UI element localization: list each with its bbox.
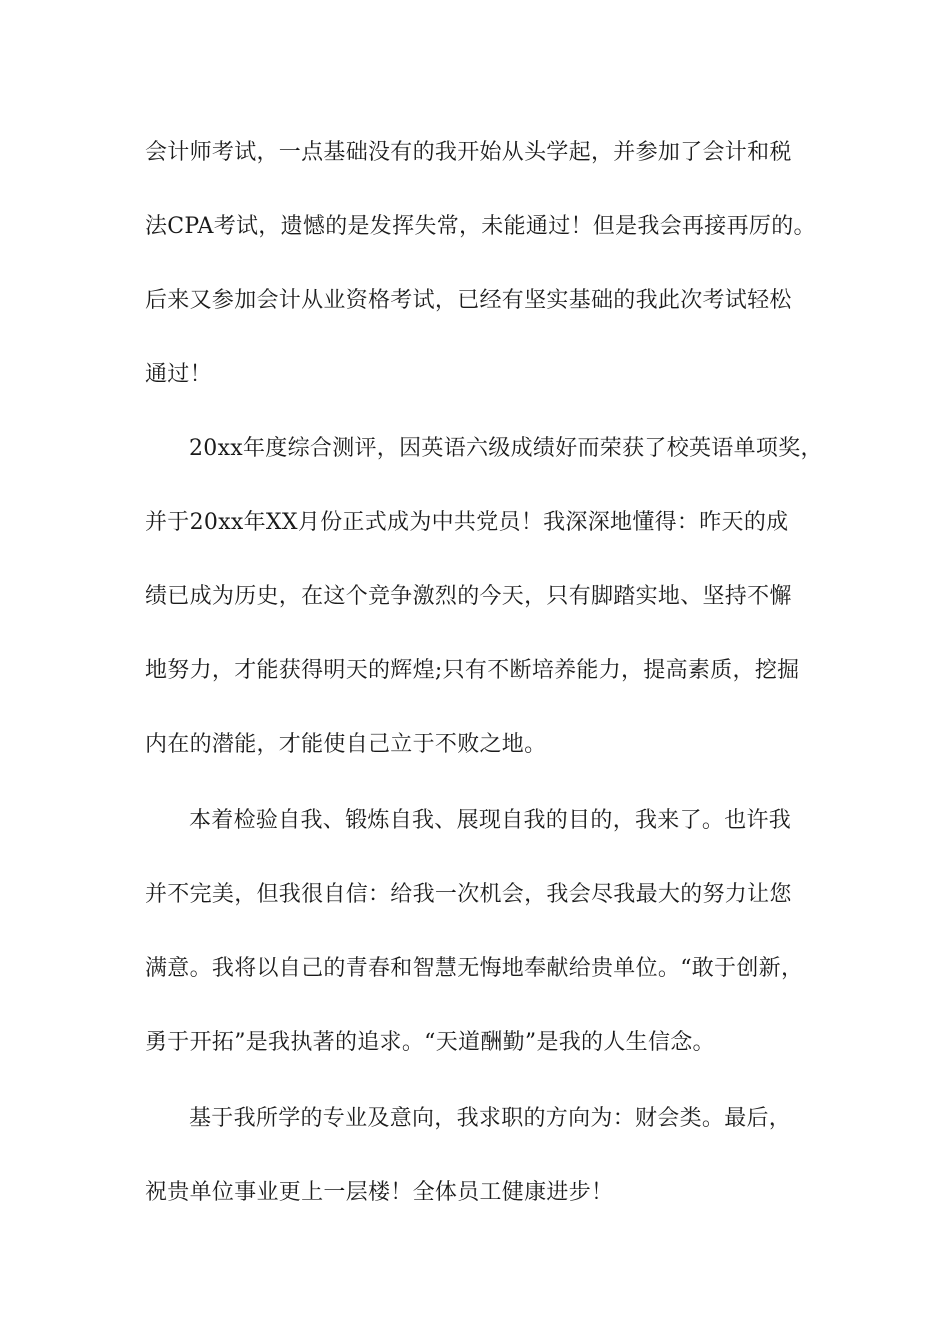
text-line: 法CPA考试，遗憾的是发挥失常，未能通过！但是我会再接再厉的。 (145, 214, 816, 239)
text-line: 绩已成为历史，在这个竞争激烈的今天，只有脚踏实地、坚持不懈 (145, 584, 792, 609)
paragraph-first-line: 20xx年度综合测评，因英语六级成绩好而荣获了校英语单项奖， (189, 436, 823, 461)
paragraph-first-line: 基于我所学的专业及意向，我求职的方向为：财会类。最后， (189, 1106, 792, 1131)
text-line: 祝贵单位事业更上一层楼！全体员工健康进步！ (145, 1180, 614, 1205)
text-line: 满意。我将以自己的青春和智慧无悔地奉献给贵单位。“敢于创新， (145, 956, 804, 981)
text-line: 通过！ (145, 362, 212, 387)
text-line: 勇于开拓”是我执著的追求。“天道酬勤”是我的人生信念。 (145, 1030, 715, 1055)
text-line: 并不完美，但我很自信：给我一次机会，我会尽我最大的努力让您 (145, 882, 792, 907)
text-line: 地努力，才能获得明天的辉煌;只有不断培养能力，提高素质，挖掘 (145, 658, 800, 683)
text-line: 并于20xx年XX月份正式成为中共党员！我深深地懂得：昨天的成 (145, 510, 789, 535)
text-line: 会计师考试，一点基础没有的我开始从头学起，并参加了会计和税 (145, 140, 792, 165)
text-line: 内在的潜能，才能使自己立于不败之地。 (145, 732, 547, 757)
text-line: 后来又参加会计从业资格考试，已经有坚实基础的我此次考试轻松 (145, 288, 792, 313)
paragraph-first-line: 本着检验自我、锻炼自我、展现自我的目的，我来了。也许我 (189, 808, 792, 833)
